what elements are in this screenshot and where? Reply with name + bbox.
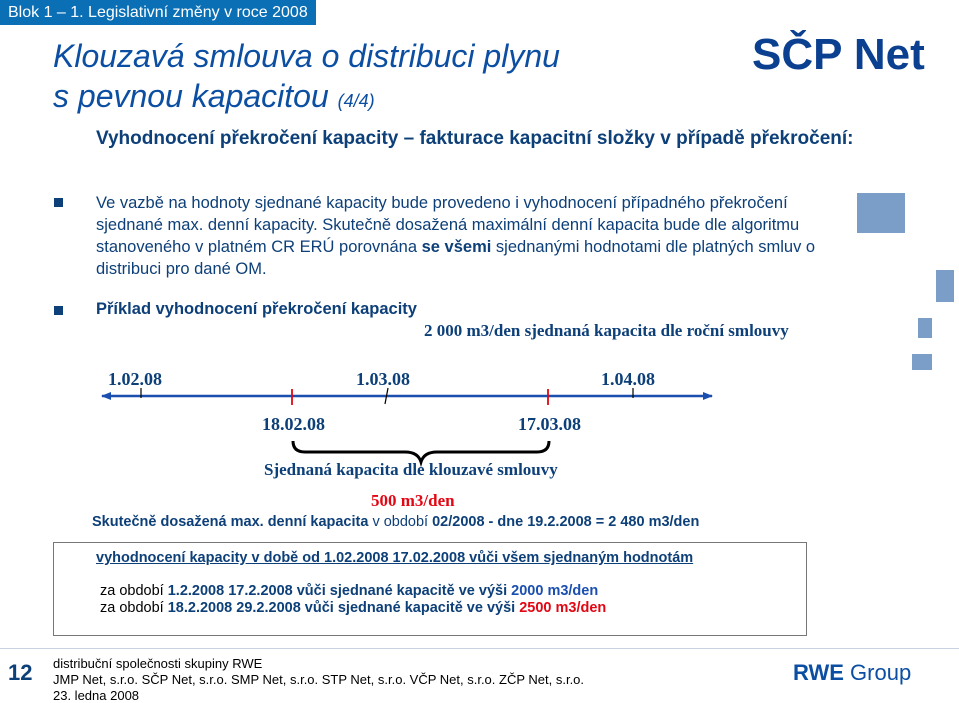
date-top-1: 1.02.08: [108, 369, 162, 389]
brace-value: 500 m3/den: [371, 491, 455, 510]
box-row-1: [100, 583, 598, 599]
paragraph-b: sjednanými hodnotami dle platných smluv o distribuci pro dané OM.: [96, 238, 816, 278]
footer-divider: [0, 648, 959, 649]
paragraph-bold: se všemi: [421, 238, 492, 256]
brand-logo: SČP Net: [752, 30, 925, 79]
slide-title-line1: Klouzavá smlouva o distribuci plynu: [53, 38, 560, 74]
group-logo-text: Group: [843, 660, 912, 685]
slide-title-line2-text: s pevnou kapacitou: [53, 78, 329, 114]
box-row-2-value: 2500 m3/den: [519, 600, 607, 616]
section-badge: Blok 1 – 1. Legislativní změny v roce 2008: [0, 0, 316, 25]
footer-line-3: 23. ledna 2008: [53, 688, 140, 703]
footer-line-1: distribuční společnosti skupiny RWE: [53, 656, 263, 671]
actual-capacity-line: [92, 514, 699, 530]
actual-result: = 2 480 m3/den: [591, 514, 700, 530]
slide-title-suffix: (4/4): [337, 91, 375, 111]
box-row-1-prefix: za období: [100, 583, 168, 599]
rwe-group-logo: [793, 660, 911, 686]
box-row-1-mid: 1.2.2008 17.2.2008 vůči sjednané kapacitě ve výši: [167, 583, 508, 599]
actual-label-a: Skutečně dosažená: [92, 514, 227, 530]
box-row-2: [100, 600, 606, 616]
subtitle: Vyhodnocení překročení kapacity – fakturace kapacitní složky v případě překročení:: [96, 128, 854, 149]
date-bottom-1: 18.02.08: [262, 414, 325, 434]
annual-capacity-label: 2 000 m3/den sjednaná kapacita dle roční smlouvy: [424, 321, 789, 340]
box-row-1-value: 2000 m3/den: [511, 583, 599, 599]
actual-label-c: v období: [368, 514, 433, 530]
actual-label-b: max. denní kapacita: [230, 514, 369, 530]
box-row-2-prefix: za období: [100, 600, 168, 616]
box-row-2-mid: 18.2.2008 29.2.2008 vůči sjednané kapacitě ve výši: [167, 600, 516, 616]
date-top-3: 1.04.08: [601, 369, 655, 389]
date-bottom-2: 17.03.08: [518, 414, 581, 434]
example-title: Příklad vyhodnocení překročení kapacity: [96, 300, 417, 318]
curly-brace: [293, 441, 549, 462]
date-top-2: 1.03.08: [356, 369, 410, 389]
actual-value: 02/2008 - dne 19.2.2008: [432, 514, 592, 530]
rwe-logo-text: RWE: [793, 660, 844, 685]
brace-label: Sjednaná kapacita dle klouzavé smlouvy: [264, 460, 558, 479]
paragraph-a: Ve vazbě na hodnoty sjednané kapacity bude provedeno i vyhodnocení případného překročení sjednané max. denní kapacity. Skutečně dosažená maximální denní kapacita bude dle algoritmu stanoveného v platném CR ERÚ porovnána: [96, 194, 800, 256]
page-number: 12: [8, 660, 33, 685]
box-heading: vyhodnocení kapacity v době od 1.02.2008 17.02.2008 vůči všem sjednaným hodnotám: [96, 550, 694, 566]
evaluation-box: [53, 542, 807, 636]
footer-line-2: JMP Net, s.r.o. SČP Net, s.r.o. SMP Net, s.r.o. STP Net, s.r.o. VČP Net, s.r.o. ZČP Net, s.r.o.: [53, 672, 585, 687]
